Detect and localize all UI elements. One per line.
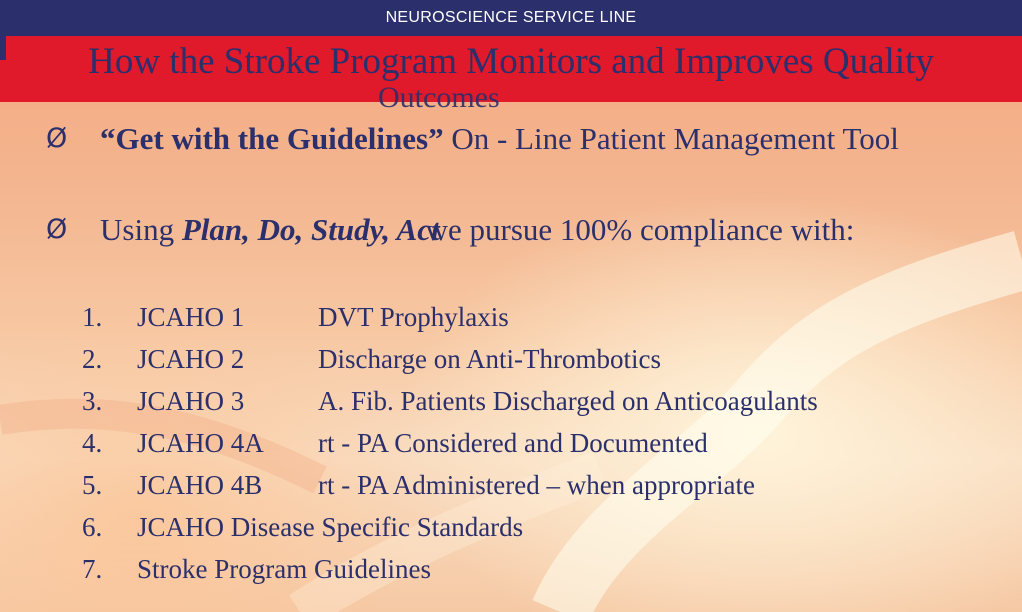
list-number: 3. [82, 386, 103, 416]
measure-description: rt - PA Administered – when appropriate [318, 470, 755, 500]
service-line-bar [0, 0, 1022, 36]
list-item [82, 422, 982, 464]
list-item [82, 464, 982, 506]
measure-code: JCAHO 4B [137, 470, 263, 500]
measure-description: A. Fib. Patients Discharged on Anticoagulants [318, 386, 818, 416]
list-item [82, 338, 982, 380]
measure-code: JCAHO 4A [137, 428, 264, 458]
measures-list [82, 296, 982, 590]
slide-title: How the Stroke Program Monitors and Improves Quality [88, 41, 934, 82]
list-number: 2. [82, 344, 103, 374]
bullet-text: On - Line Patient Management Tool [443, 121, 899, 156]
slide-title-overflow: Outcomes [378, 81, 500, 114]
list-number: 7. [82, 554, 103, 584]
bullet-lead-text: Using [100, 212, 182, 247]
measure-code: JCAHO 2 [137, 344, 245, 374]
service-line-label: NEUROSCIENCE SERVICE LINE [385, 9, 637, 26]
measure-code: JCAHO 1 [137, 302, 245, 332]
bullet-bold-text: “Get with the Guidelines” [100, 121, 444, 156]
list-item [82, 296, 982, 338]
bullet-bolditalic-text: Plan, Do, Study, Act [181, 212, 440, 247]
arrow-bullet-icon: Ø [46, 214, 68, 245]
list-item [82, 548, 982, 590]
list-item [82, 380, 982, 422]
measure-description: DVT Prophylaxis [318, 302, 509, 332]
list-number: 5. [82, 470, 103, 500]
list-number: 4. [82, 428, 103, 458]
measure-text: JCAHO Disease Specific Standards [137, 512, 524, 542]
list-number: 6. [82, 512, 103, 542]
measure-code: JCAHO 3 [137, 386, 245, 416]
list-number: 1. [82, 302, 103, 332]
list-item [82, 506, 982, 548]
measure-description: Discharge on Anti-Thrombotics [318, 344, 661, 374]
arrow-bullet-icon: Ø [46, 123, 68, 154]
measure-text: Stroke Program Guidelines [137, 554, 431, 584]
bullet-text: we pursue 100% compliance with: [425, 212, 855, 247]
measure-description: rt - PA Considered and Documented [318, 428, 708, 458]
